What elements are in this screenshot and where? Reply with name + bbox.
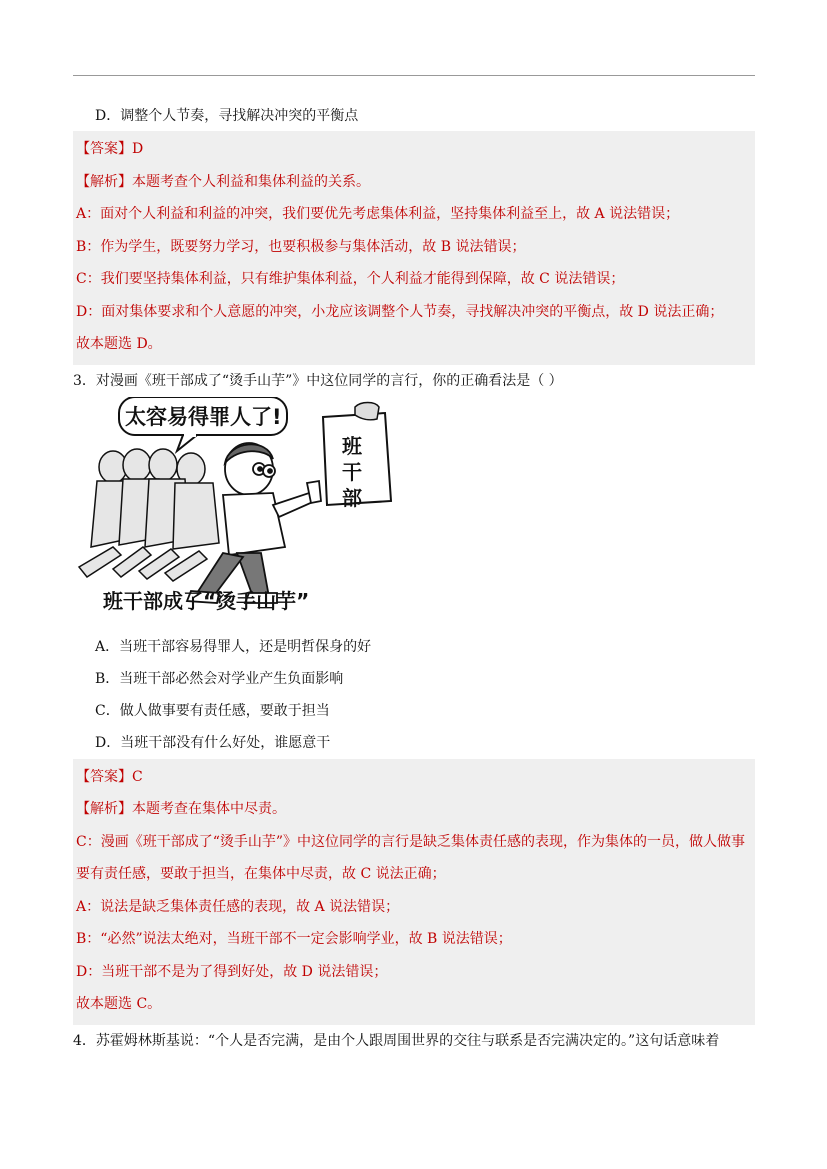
document-page (73, 100, 755, 1057)
q3-explain-c: C：漫画《班干部成了“烫手山芋”》中这位同学的言行是缺乏集体责任感的表现，作为集体的一员，做人做事要有责任感，要敢于担当，在集体中尽责，故 C 说法正确； (76, 833, 746, 882)
cartoon-sign-char: 干 (342, 459, 362, 484)
q2-answer-block (73, 131, 755, 365)
q3-explain-d: D：当班干部不是为了得到好处，故 D 说法错误； (76, 963, 388, 980)
cartoon-sign (337, 433, 367, 511)
q2-answer: 【答案】D (76, 141, 144, 157)
q3-cartoon (73, 397, 393, 627)
q3-option-a: A．当班干部容易得罪人，还是明哲保身的好 (95, 638, 372, 655)
q2-conclusion: 故本题选 D。 (76, 336, 162, 352)
header-rule (73, 75, 755, 76)
q3-analysis: 【解析】本题考查在集体中尽责。 (76, 801, 286, 817)
q2-analysis: 【解析】本题考查个人利益和集体利益的关系。 (76, 173, 370, 190)
q3-stem: 3．对漫画《班干部成了“烫手山芋”》中这位同学的言行，你的正确看法是（ ） (73, 372, 563, 389)
cartoon-caption: 班干部成了“烫手山芋” (103, 588, 310, 613)
q3-answer-block (73, 759, 755, 1025)
q2-option-d: D．调整个人节奏，寻找解决冲突的平衡点 (95, 108, 359, 124)
q2-explain-a: A：面对个人利益和利益的冲突，我们要优先考虑集体利益，坚持集体利益至上，故 A 说法错误； (76, 206, 680, 222)
q3-option-d: D．当班干部没有什么好处，谁愿意干 (95, 734, 331, 751)
q2-explain-b: B：作为学生，既要努力学习，也要积极参与集体活动，故 B 说法错误； (76, 238, 526, 255)
q3-explain-b: B：“必然”说法太绝对，当班干部不一定会影响学业，故 B 说法错误； (76, 931, 512, 947)
q3-option-c: C．做人做事要有责任感，要敢于担当 (95, 702, 330, 719)
q2-explain-c: C：我们要坚持集体利益，只有维护集体利益，个人利益才能得到保障，故 C 说法错误； (76, 271, 625, 287)
q3-answer: 【答案】C (76, 768, 143, 785)
q4-stem: 4．苏霍姆林斯基说：“个人是否完满，是由个人跟周围世界的交往与联系是否完满决定的。”这句话意味着 (73, 1032, 720, 1049)
cartoon-speech-bubble: 太容易得罪人了! (125, 404, 282, 429)
cartoon-sign-char: 部 (342, 485, 362, 510)
cartoon-sign-char: 班 (342, 433, 362, 458)
q3-option-b: B．当班干部必然会对学业产生负面影响 (95, 670, 344, 687)
q2-explain-d: D：面对集体要求和个人意愿的冲突，小龙应该调整个人节奏，寻找解决冲突的平衡点，故 D 说法正确； (76, 303, 724, 320)
q3-explain-a: A：说法是缺乏集体责任感的表现，故 A 说法错误； (76, 898, 400, 915)
q3-conclusion: 故本题选 C。 (76, 996, 162, 1012)
